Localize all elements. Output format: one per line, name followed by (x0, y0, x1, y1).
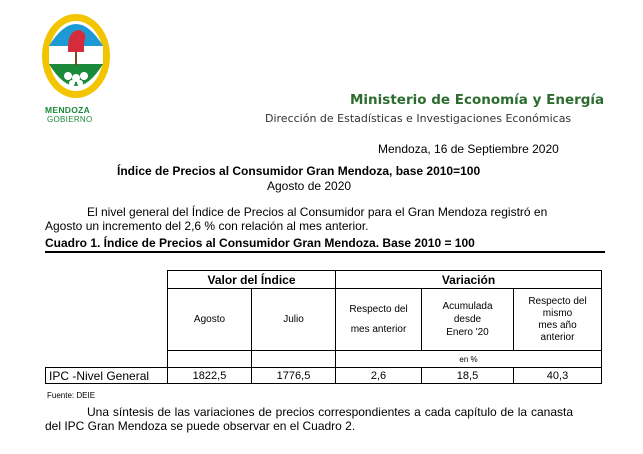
closing-paragraph-text: Una síntesis de las variaciones de precios correspondientes a cada capítulo de la canasta del IPC Gran Mendoza se puede observar en el Cuadro 2. (45, 405, 573, 433)
column-acumulada-line-2: desde (453, 314, 482, 325)
report-date: Mendoza, 16 de Septiembre 2020 (378, 142, 559, 156)
column-mismo-line-4: anterior (540, 331, 575, 343)
column-julio: Julio (252, 289, 336, 351)
row-label: IPC -Nivel General (46, 368, 168, 384)
column-acumulada (422, 289, 514, 351)
column-acumulada-line-3: Enero '20 (446, 327, 489, 338)
table-row (46, 368, 602, 384)
report-title: Índice de Precios al Consumidor Gran Mendoza, base 2010=100 (117, 164, 481, 178)
unit-label: en % (336, 351, 602, 368)
column-mismo-line-3: mes año (538, 319, 577, 331)
report-subtitle: Agosto de 2020 (267, 179, 352, 193)
column-mismo-line-1: Respecto del (528, 295, 587, 307)
cell-julio: 1776,5 (252, 368, 336, 384)
header-variacion: Variación (336, 271, 602, 289)
source-note: Fuente: DEIE (47, 391, 96, 400)
ipc-table (45, 270, 602, 384)
column-mismo-mes (514, 289, 602, 351)
column-respecto-line-2: mes anterior (350, 323, 407, 335)
ministry-name: Ministerio de Economía y Energía (350, 92, 605, 108)
table-caption: Cuadro 1. Índice de Precios al Consumidor Gran Mendoza. Base 2010 = 100 (45, 236, 605, 253)
cell-agosto: 1822,5 (168, 368, 252, 384)
logo-label-gobierno: GOBIERNO (47, 115, 93, 124)
direction-name: Dirección de Estadísticas e Investigaciones Económicas (265, 112, 572, 125)
column-agosto: Agosto (168, 289, 252, 351)
logo-label-mendoza: MENDOZA (45, 105, 91, 115)
column-acumulada-line-1: Acumulada (442, 301, 493, 312)
cell-mes-anterior: 2,6 (336, 368, 422, 384)
header-valor-indice: Valor del Índice (168, 271, 336, 289)
column-respecto-mes-anterior (336, 289, 422, 351)
cell-interanual: 40,3 (514, 368, 602, 384)
column-respecto-line-1: Respecto del (349, 303, 408, 315)
cell-acumulada: 18,5 (422, 368, 514, 384)
summary-paragraph (45, 205, 585, 233)
column-mismo-line-2: mismo (542, 307, 573, 319)
closing-paragraph (45, 405, 573, 433)
summary-paragraph-text: El nivel general del Índice de Precios al Consumidor para el Gran Mendoza registró en Agosto un incremento del 2,6 % con relación al mes anterior. (45, 205, 548, 233)
